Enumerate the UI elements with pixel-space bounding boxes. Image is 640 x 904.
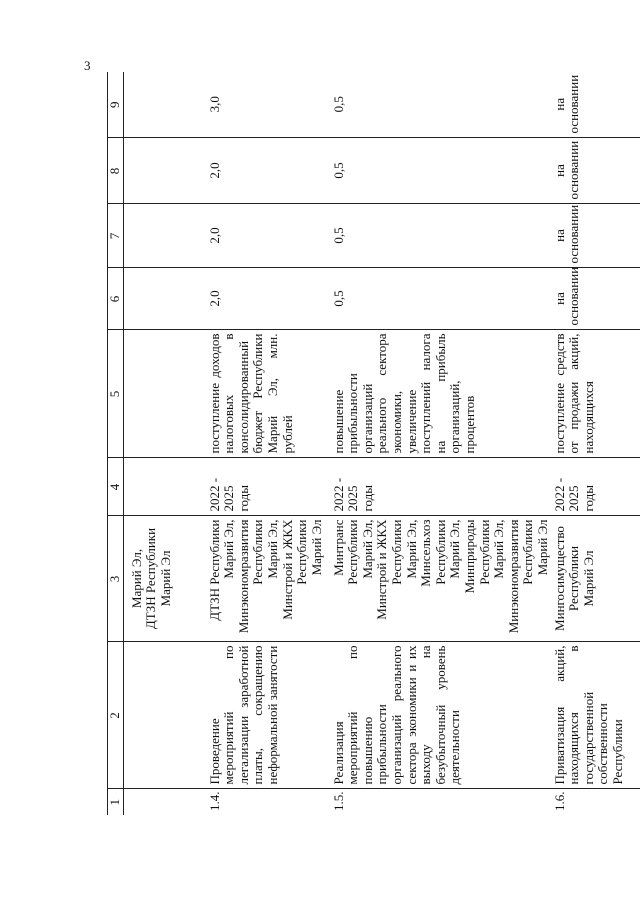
page-number: 3 — [84, 58, 91, 73]
table-row-continuation — [123, 72, 207, 815]
executor-cell: ДТЗН Республики Марий Эл, Минэкономразвития Республики Марий Эл, Минстрой и ЖКХ Республики Марий Эл — [207, 516, 331, 642]
period-cell: 2022 - 2025 годы — [331, 458, 552, 516]
executor-cell: Марий Эл, ДТЗН Республики Марий Эл — [123, 516, 207, 642]
value-2024: на основании — [552, 138, 640, 204]
col-number: 6 — [108, 268, 124, 330]
value-2024: 0,5 — [331, 138, 552, 204]
value-2022: 2,0 — [207, 268, 331, 330]
table-row — [207, 72, 331, 815]
table-row — [331, 72, 552, 815]
col-number: 9 — [108, 72, 124, 138]
value-2025: 3,0 — [207, 72, 331, 138]
event-cell: Реализация мероприятий по повышению прибыльности организаций реального сектора экономики и их выходу на безубыточный уровень деятельности — [331, 642, 552, 789]
col-number: 3 — [108, 516, 124, 642]
col-number: 7 — [108, 204, 124, 268]
indicator-cell: повышение прибыльности организаций реального сектора экономики, увеличение поступлений налога на прибыль организаций, процентов — [331, 330, 552, 458]
period-cell: 2022 - 2025 годы — [207, 458, 331, 516]
col-number: 2 — [108, 642, 124, 789]
value-2022: на основании — [552, 268, 640, 330]
row-number: 1.6. — [551, 791, 567, 811]
table-row — [552, 72, 640, 815]
indicator-cell: поступление доходов налоговых в консолидированный бюджет Республики Марий Эл, млн. рублей — [207, 330, 331, 458]
value-2022: 0,5 — [331, 268, 552, 330]
value-2023: 2,0 — [207, 204, 331, 268]
value-2024: 2,0 — [207, 138, 331, 204]
event-cell: Проведение мероприятий по легализации заработной платы, сокращению неформальной занятости — [207, 642, 331, 789]
value-2025: на основании — [552, 72, 640, 138]
value-2025: 0,5 — [331, 72, 552, 138]
program-table — [107, 72, 640, 815]
col-number: 1 — [108, 789, 124, 815]
col-number: 8 — [108, 138, 124, 204]
row-number: 1.5. — [330, 791, 346, 811]
col-number: 5 — [108, 330, 124, 458]
program-table-rotated — [107, 72, 625, 815]
value-2023: на основании — [552, 204, 640, 268]
column-number-header — [108, 72, 124, 815]
value-2023: 0,5 — [331, 204, 552, 268]
executor-cell: Мингосимущество Республики Марий Эл — [552, 516, 640, 642]
col-number: 4 — [108, 458, 124, 516]
executor-cell: Минтранс Республики Марий Эл, Минстрой и ЖКХ Республики Марий Эл, Минсельхоз Республики Марий Эл, Минприроды Республики Марий Эл, Минэкономразвития Республики Марий Эл — [331, 516, 552, 642]
row-number: 1.4. — [206, 791, 222, 811]
indicator-cell: поступление средств от продажи акций, находящихся — [552, 330, 640, 458]
period-cell: 2022 - 2025 годы — [552, 458, 640, 516]
event-cell: Приватизация акций, находящихся в государственной собственности Республики — [552, 642, 640, 789]
